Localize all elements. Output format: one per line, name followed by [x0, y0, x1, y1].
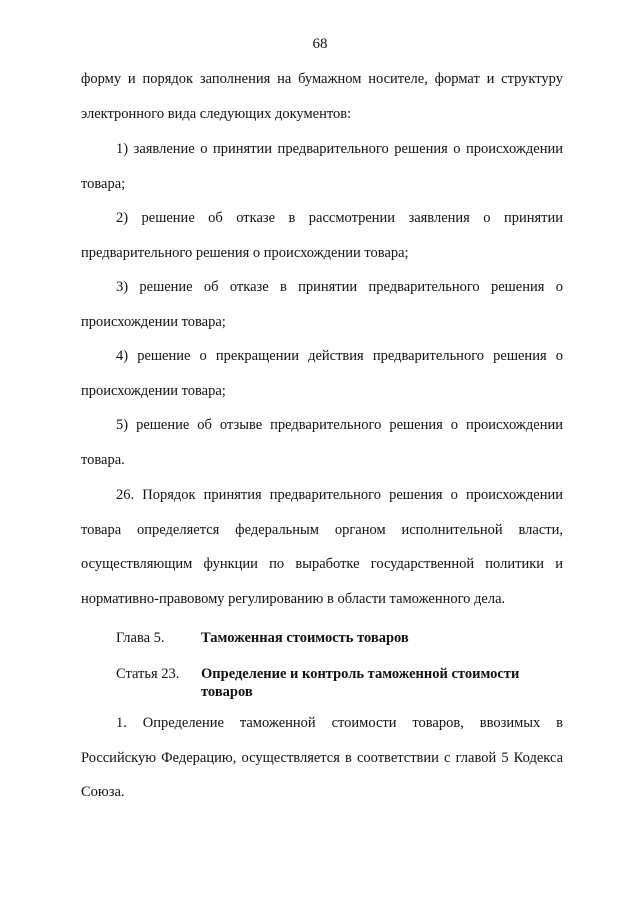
list-item-4: 4) решение о прекращении действия предварительного решения о происхождении товара; [81, 348, 563, 399]
list-item-2: 2) решение об отказе в рассмотрении заявления о принятии предварительного решения о происхождении товара; [81, 210, 563, 261]
article-title: Определение и контроль таможенной стоимости товаров [201, 666, 520, 700]
article-label: Статья 23. [116, 666, 180, 682]
page-number: 68 [312, 36, 328, 52]
list-item-1: 1) заявление о принятии предварительного решения о происхождении товара; [81, 141, 563, 192]
paragraph-26: 26. Порядок принятия предварительного решения о происхождении товара определяется федеральным органом исполнительной власти, осуществляющим функции по выработке государственной политики и нормативно-правовому регулированию в области таможенного дела. [81, 487, 563, 607]
paragraph-intro: форму и порядок заполнения на бумажном носителе, формат и структуру электронного вида следующих документов: [81, 71, 563, 122]
chapter-label: Глава 5. [116, 630, 165, 646]
article-paragraph-1: 1. Определение таможенной стоимости товаров, ввозимых в Российскую Федерацию, осуществляется в соответствии с главой 5 Кодекса Союза. [81, 715, 563, 800]
list-item-3: 3) решение об отказе в принятии предварительного решения о происхождении товара; [81, 279, 563, 330]
chapter-title: Таможенная стоимость товаров [201, 630, 409, 646]
list-item-5: 5) решение об отзыве предварительного решения о происхождении товара. [81, 417, 563, 468]
